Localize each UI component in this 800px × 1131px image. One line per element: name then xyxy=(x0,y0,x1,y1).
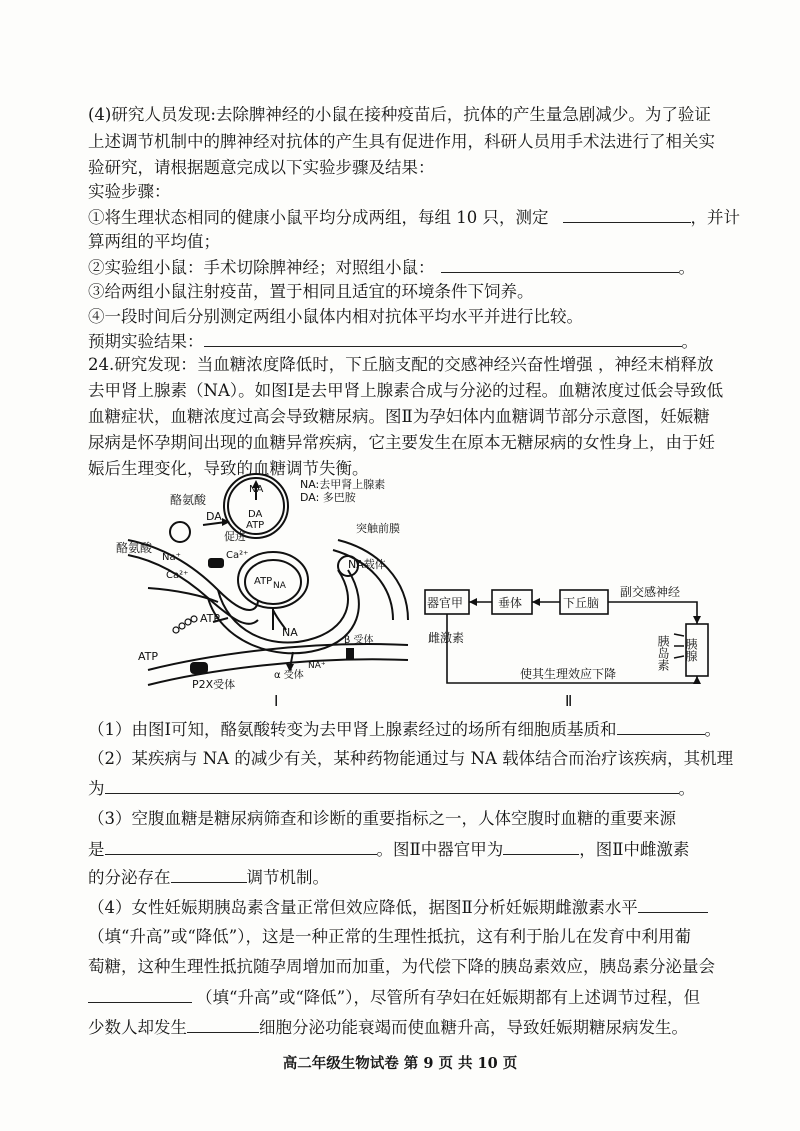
sub-q3-c2: 调节机制。 xyxy=(246,868,329,887)
tyrosine-top: 酪氨酸 xyxy=(170,493,207,507)
ca-mid-label: Ca²⁺ xyxy=(226,550,249,561)
sub-q3-blank-1[interactable] xyxy=(105,838,377,855)
result-end: 。 xyxy=(681,332,698,351)
sub-q3-b3: ，图Ⅱ中雌激素 xyxy=(579,840,690,859)
step-1 xyxy=(88,206,740,229)
sub-q4-b: （填“升高”或“降低”），这是一种正常的生理性抵抗，这有利于胎儿在发育中利用葡 xyxy=(88,927,691,946)
sub-q3-b1: 是 xyxy=(88,840,105,859)
sub-q3-a: （3）空腹血糖是糖尿病筛查和诊断的重要指标之一，人体空腹时血糖的重要来源 xyxy=(88,809,676,828)
sub-q4-a-text: （4）女性妊娠期胰岛素含量正常但效应降低，据图Ⅱ分析妊娠期雌激素水平 xyxy=(88,898,638,917)
expected-result xyxy=(88,330,698,353)
na-plus2-label: NA⁺ xyxy=(308,661,326,671)
sub-q4-a xyxy=(88,896,708,919)
sub-q2-b xyxy=(88,777,695,800)
sub-q1-blank[interactable] xyxy=(617,718,705,735)
q24-line-3: 血糖症状，血糖浓度过高会导致糖尿病。图Ⅱ为孕妇体内血糖调节部分示意图，妊娠糖 xyxy=(88,407,710,426)
step-2-text: ②实验组小鼠：手术切除脾神经；对照组小鼠： xyxy=(88,258,435,277)
pancreas-label: 胰腺 xyxy=(684,638,698,662)
sub-q3-c xyxy=(88,866,329,889)
sub-q3-b xyxy=(88,838,689,861)
step-4: ④一段时间后分别测定两组小鼠体内相对抗体平均水平并进行比较。 xyxy=(88,307,583,326)
legend-na: NA:去甲肾上腺素 xyxy=(300,478,386,491)
sub-q2-blank[interactable] xyxy=(105,777,679,794)
na-plus-label: Na⁺ xyxy=(162,552,181,563)
na-fuse-label: NA xyxy=(273,581,286,591)
sub-q1-text: （1）由图Ⅰ可知，酪氨酸转变为去甲肾上腺素经过的场所有细胞质基质和 xyxy=(88,720,617,739)
pituitary-label: 垂体 xyxy=(498,596,523,610)
steps-title: 实验步骤： xyxy=(88,182,171,201)
parasympathetic-label: 副交感神经 xyxy=(620,585,681,599)
page-footer: 高二年级生物试卷 第 9 页 共 10 页 xyxy=(282,1055,518,1072)
alpha-receptor-label: α 受体 xyxy=(274,670,304,681)
q24-line-2: 去甲肾上腺素（NA）。如图Ⅰ是去甲肾上腺素合成与分泌的过程。血糖浓度过低会导致低 xyxy=(88,381,724,400)
sub-q3-c1: 的分泌存在 xyxy=(88,868,171,887)
sub-q2-a: （2）某疾病与 NA 的减少有关，某种药物能通过与 NA 载体结合而治疗该疾病，其机理 xyxy=(88,749,734,768)
step-1-text: ①将生理状态相同的健康小鼠平均分成两组，每组 10 只，测定 xyxy=(88,208,549,227)
q24-line-5: 娠后生理变化，导致的血糖调节失衡。 xyxy=(88,459,369,478)
sub-q4-blank-1[interactable] xyxy=(638,896,708,913)
q24-line-4: 尿病是怀孕期间出现的血糖异常疾病，它主要发生在原本无糖尿病的女性身上，由于妊 xyxy=(88,433,715,452)
na-cleft-label: NA xyxy=(282,626,298,639)
sub-q4-e2: 细胞分泌功能衰竭而使血糖升高，导致妊娠期糖尿病发生。 xyxy=(259,1018,688,1037)
hypothalamus-label: 下丘脑 xyxy=(563,596,600,610)
atp-fuse-label: ATP xyxy=(254,576,273,587)
atp-post-label: ATP xyxy=(138,650,159,663)
p2x-label: P2X受体 xyxy=(192,678,236,691)
sub-q3-blank-3[interactable] xyxy=(171,866,247,883)
na-vesicle: NA xyxy=(249,484,264,495)
presynaptic-label: 突触前膜 xyxy=(356,522,400,535)
q4-line-3: 验研究，请根据题意完成以下实验步骤及结果： xyxy=(88,158,435,177)
sub-q4-blank-2[interactable] xyxy=(88,986,192,1003)
sub-q1-end: 。 xyxy=(704,720,722,739)
sub-q4-e xyxy=(88,1016,688,1039)
q24-line-1: 24.研究发现：当血糖浓度降低时，下丘脑支配的交感神经兴奋性增强 ，神经末梢释放 xyxy=(88,355,714,374)
figure-2-label: Ⅱ xyxy=(565,692,573,710)
beta-receptor-label: β 受体 xyxy=(344,635,374,646)
sub-q4-d xyxy=(88,986,700,1009)
ca-left-label: Ca²⁺ xyxy=(166,570,189,581)
tyrosine-left: 酪氨酸 xyxy=(116,541,153,555)
sub-q4-c: 萄糖，这种生理性抵抗随孕周增加而加重，为代偿下降的胰岛素效应，胰岛素分泌量会 xyxy=(88,957,715,976)
da-vesicle: DA xyxy=(248,509,263,520)
q4-line-1: (4)研究人员发现:去除脾神经的小鼠在接种疫苗后，抗体的产生量急剧减少。为了验证 xyxy=(88,105,711,124)
figure-1 xyxy=(108,470,413,710)
da-left: DA xyxy=(206,510,222,523)
sub-q4-d-text: （填“升高”或“降低”），尽管所有孕妇在妊娠期都有上述调节过程，但 xyxy=(196,988,700,1007)
sub-q3-blank-2[interactable] xyxy=(503,838,579,855)
step-2 xyxy=(88,256,695,279)
figure-2 xyxy=(420,578,720,713)
promote-label: 促进 xyxy=(224,530,246,543)
step-2-end: 。 xyxy=(678,258,695,277)
sub-q2-b-text: 为 xyxy=(88,779,105,798)
step-1-tail: ，并计 xyxy=(690,208,740,227)
q4-line-2: 上述调节机制中的脾神经对抗体的产生具有促进作用，科研人员用手术法进行了相关实 xyxy=(88,132,715,151)
na-carrier-label: NA载体 xyxy=(348,558,386,571)
legend-da: DA: 多巴胺 xyxy=(300,491,356,504)
sub-q4-blank-3[interactable] xyxy=(187,1016,259,1033)
sub-q4-e1: 少数人却发生 xyxy=(88,1018,187,1037)
organ-a-label: 器官甲 xyxy=(427,596,464,610)
atp-left-label: ATP xyxy=(200,612,221,625)
sub-q1 xyxy=(88,718,721,741)
result-label: 预期实验结果： xyxy=(88,332,204,351)
sub-q3-b2: 。图Ⅱ中器官甲为 xyxy=(376,840,504,859)
result-blank[interactable] xyxy=(204,330,682,347)
insulin-label: 胰岛素 xyxy=(656,635,670,671)
atp-vesicle: ATP xyxy=(246,520,265,531)
step-2-blank[interactable] xyxy=(441,256,679,273)
step-1-cont: 算两组的平均值； xyxy=(88,232,220,251)
step-1-blank[interactable] xyxy=(563,206,691,223)
estrogen-label: 雌激素 xyxy=(428,631,465,645)
effect-label: 使其生理效应下降 xyxy=(520,667,617,681)
step-3: ③给两组小鼠注射疫苗，置于相同且适宜的环境条件下饲养。 xyxy=(88,282,534,301)
figure-1-label: Ⅰ xyxy=(274,692,279,710)
sub-q2-end: 。 xyxy=(678,779,695,798)
